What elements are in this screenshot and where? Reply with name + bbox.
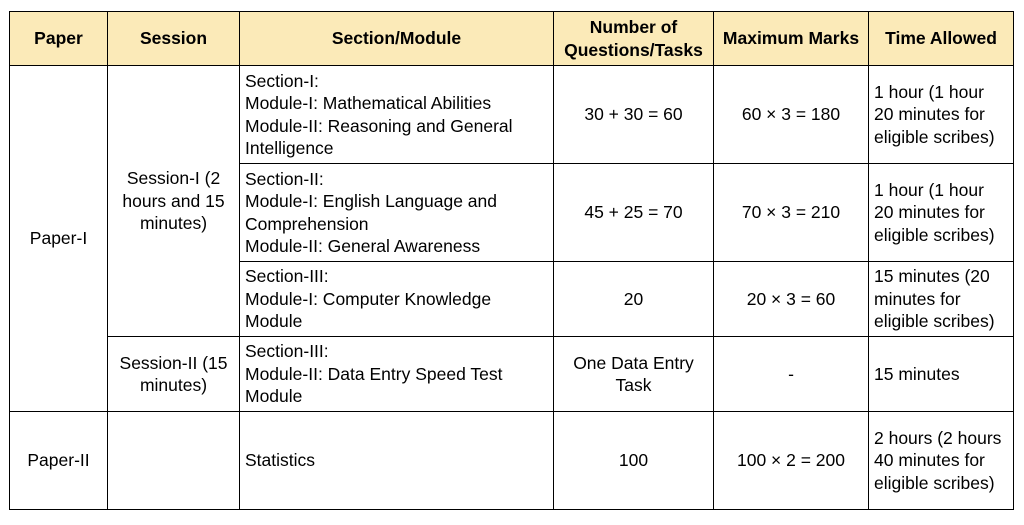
time-cell: 15 minutes (20 minutes for eligible scribes) (869, 262, 1014, 337)
section-cell (240, 164, 554, 262)
questions-cell: One Data Entry Task (554, 337, 714, 412)
section-cell (240, 66, 554, 164)
table-row (10, 337, 1014, 412)
header-number-of-questions: Number of Questions/Tasks (554, 12, 714, 66)
section-line: Section-III: (245, 341, 329, 362)
section-cell (240, 337, 554, 412)
time-cell: 15 minutes (869, 337, 1014, 412)
marks-cell: - (714, 337, 869, 412)
section-line: Section-I: (245, 70, 319, 91)
section-line: Module-I: Mathematical Abilities (245, 93, 492, 113)
table-row (10, 66, 1014, 164)
questions-cell: 100 (554, 412, 714, 510)
paper-cell: Paper-II (10, 412, 108, 510)
session-cell: Session-I (2 hours and 15 minutes) (108, 66, 240, 337)
section-line: Section-II: (245, 168, 324, 189)
time-cell: 1 hour (1 hour 20 minutes for eligible scribes) (869, 164, 1014, 262)
section-cell: Statistics (240, 412, 554, 510)
exam-scheme-table (9, 11, 1014, 510)
questions-cell: 30 + 30 = 60 (554, 66, 714, 164)
time-cell: 1 hour (1 hour 20 minutes for eligible scribes) (869, 66, 1014, 164)
section-line: Module-I: Computer Knowledge Module (245, 288, 492, 332)
section-line: Section-III: (245, 266, 329, 287)
header-paper: Paper (10, 12, 108, 66)
time-cell: 2 hours (2 hours 40 minutes for eligible scribes) (869, 412, 1014, 510)
header-session: Session (108, 12, 240, 66)
table-row (10, 412, 1014, 510)
header-time-allowed: Time Allowed (869, 12, 1014, 66)
marks-cell: 70 × 3 = 210 (714, 164, 869, 262)
paper-cell: Paper-I (10, 66, 108, 412)
questions-cell: 20 (554, 262, 714, 337)
questions-cell: 45 + 25 = 70 (554, 164, 714, 262)
marks-cell: 20 × 3 = 60 (714, 262, 869, 337)
section-cell (240, 262, 554, 337)
header-section-module: Section/Module (240, 12, 554, 66)
section-line: Module-II: General Awareness (245, 236, 481, 256)
exam-scheme-table-wrapper (9, 11, 1014, 510)
session-cell (108, 412, 240, 510)
section-line: Module-II: Data Entry Speed Test Module (245, 363, 503, 407)
section-line: Module-I: English Language and Comprehension (245, 191, 497, 234)
marks-cell: 100 × 2 = 200 (714, 412, 869, 510)
header-maximum-marks: Maximum Marks (714, 12, 869, 66)
marks-cell: 60 × 3 = 180 (714, 66, 869, 164)
section-line: Module-II: Reasoning and General Intelligence (245, 115, 513, 158)
header-row (10, 12, 1014, 66)
session-cell: Session-II (15 minutes) (108, 337, 240, 412)
